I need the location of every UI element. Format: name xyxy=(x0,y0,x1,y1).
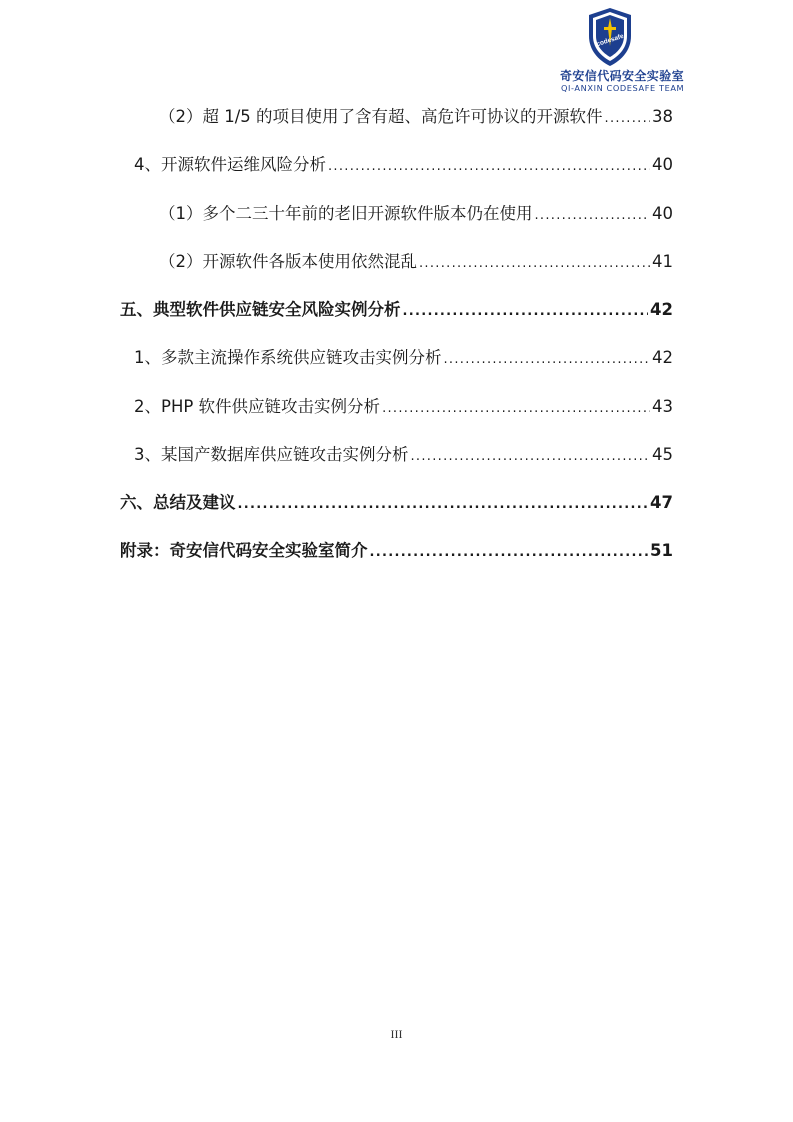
toc-entry-page: 47 xyxy=(650,493,673,512)
toc-leader-dots xyxy=(238,493,649,517)
toc-entry-page: 38 xyxy=(652,107,673,126)
toc-entry-title: 3、某国产数据库供应链攻击实例分析 xyxy=(134,445,409,464)
toc-entry-page: 51 xyxy=(650,541,673,560)
toc-entry-title: （2）开源软件各版本使用依然混乱 xyxy=(159,252,417,271)
toc-entry-title: （2）超 1/5 的项目使用了含有超、高危许可协议的开源软件 xyxy=(159,107,603,126)
toc-entry-page: 45 xyxy=(652,445,673,464)
toc-leader-dots xyxy=(382,397,650,421)
toc-entry-title: 4、开源软件运维风险分析 xyxy=(134,155,326,174)
toc-entry-title: （1）多个二三十年前的老旧开源软件版本仍在使用 xyxy=(159,204,533,223)
toc-entry[interactable] xyxy=(120,491,673,515)
toc-entry-page: 40 xyxy=(652,204,673,223)
brand-name-cn: 奇安信代码安全实验室 xyxy=(560,69,685,83)
page-header xyxy=(0,0,793,100)
toc-leader-dots xyxy=(444,348,651,372)
toc-entry-page: 42 xyxy=(652,348,673,367)
toc-entry[interactable] xyxy=(120,539,673,563)
shield-icon xyxy=(585,6,635,68)
toc-entry[interactable] xyxy=(134,346,673,370)
toc-entry[interactable] xyxy=(134,443,673,467)
toc-entry-page: 41 xyxy=(652,252,673,271)
logo-text: codesafe xyxy=(595,32,625,49)
toc-entry-title: 六、总结及建议 xyxy=(120,493,236,512)
toc-entry[interactable] xyxy=(134,153,673,177)
toc-entry-page: 42 xyxy=(650,300,673,319)
toc-entry-title: 1、多款主流操作系统供应链攻击实例分析 xyxy=(134,348,442,367)
toc-entry[interactable] xyxy=(120,298,673,322)
toc-leader-dots xyxy=(411,445,651,469)
toc-entry-title: 五、典型软件供应链安全风险实例分析 xyxy=(120,300,401,319)
toc-leader-dots xyxy=(403,300,649,324)
toc-leader-dots xyxy=(328,155,650,179)
toc-entry[interactable] xyxy=(159,250,673,274)
toc-leader-dots xyxy=(535,204,651,228)
brand-name-en: QI-ANXIN CODESAFE TEAM xyxy=(561,83,685,93)
toc-leader-dots xyxy=(605,107,650,131)
toc-entry-page: 40 xyxy=(652,155,673,174)
page-number: III xyxy=(390,1027,403,1041)
toc-entry[interactable] xyxy=(159,105,673,129)
toc-entry-title: 2、PHP 软件供应链攻击实例分析 xyxy=(134,397,381,416)
toc-entry-page: 43 xyxy=(652,397,673,416)
toc-leader-dots xyxy=(419,252,650,276)
toc-entry[interactable] xyxy=(134,395,673,419)
toc-entry-title: 附录：奇安信代码安全实验室简介 xyxy=(120,541,368,560)
toc-entry[interactable] xyxy=(159,202,673,226)
toc-leader-dots xyxy=(370,541,649,565)
